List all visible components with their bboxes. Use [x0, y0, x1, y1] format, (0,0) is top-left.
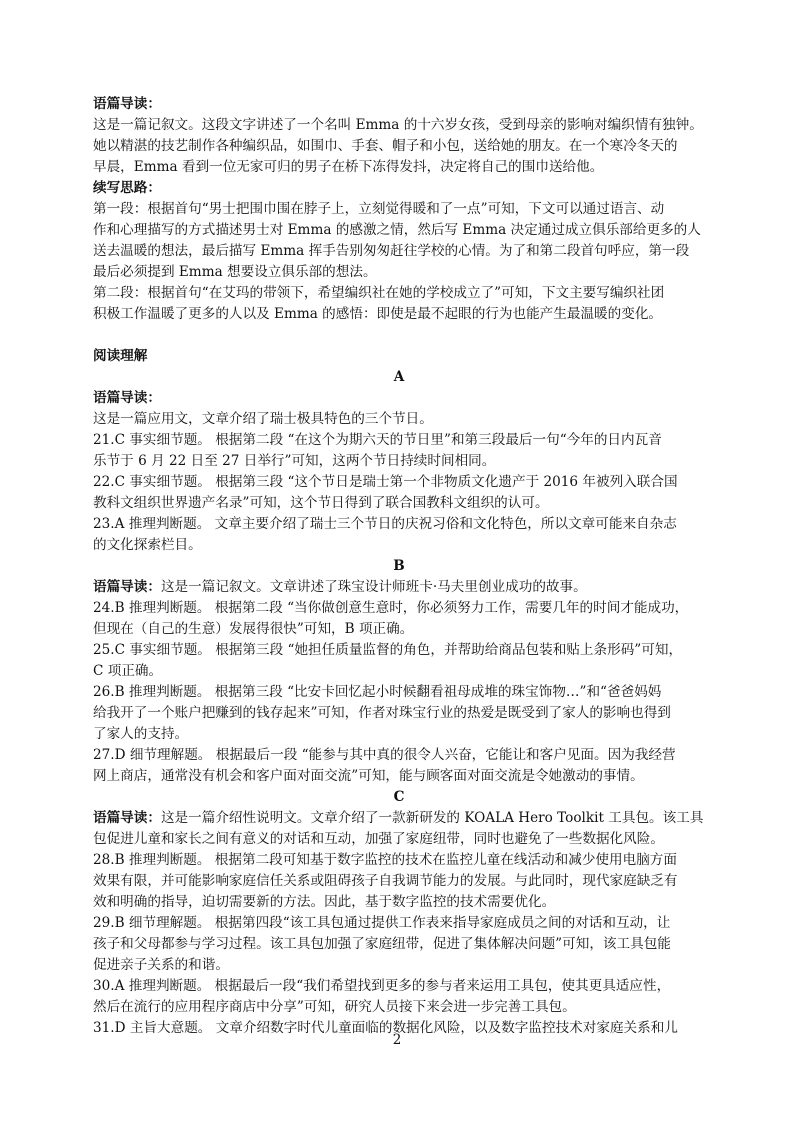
text-line: 作和心理描写的方式描述男士对 Emma 的感激之情，然后写 Emma 决定通过成立俱乐部给更多的人 [93, 222, 701, 238]
text-line: C 项正确。 [93, 663, 163, 679]
section-letter: B [393, 558, 405, 574]
text-line: 27.D 细节理解题。 根据最后一段 “能参与其中真的很令人兴奋，它能让和客户见面。因为我经营 [93, 747, 676, 763]
section-heading: 语篇导读： [93, 810, 161, 826]
text-line: 30.A 推理判断题。 根据最后一段“我们希望找到更多的参与者来运用工具包，使其更具适应性， [93, 978, 671, 994]
text-line: 她以精湛的技艺制作各种编织品，如围巾、手套、帽子和小包，送给她的朋友。在一个寒冷冬天的 [93, 138, 678, 154]
text-line [93, 808, 705, 829]
text-line: 但现在（自己的生意）发展得很快”可知，B 项正确。 [93, 621, 414, 637]
text-line: 第二段：根据首句“在艾玛的带领下，希望编织社在她的学校成立了”可知，下文主要写编织社团 [93, 285, 665, 301]
text-line: 网上商店，通常没有机会和客户面对面交流”可知，能与顾客面对面交流是令她激动的事情。 [93, 768, 644, 784]
text-line: 25.C 事实细节题。 根据第三段 “她担任质量监督的角色，并帮助给商品包装和贴上条形码”可知， [93, 642, 683, 658]
text-line: 26.B 推理判断题。 根据第三段 “比安卡回忆起小时候翻看祖母成堆的珠宝饰物…”和“爸爸妈妈 [93, 684, 662, 700]
document-body [93, 94, 705, 1039]
text-line: 教科文组织世界遗产名录”可知，这个节日得到了联合国教科文组织的认可。 [93, 495, 549, 511]
text-line: 积极工作温暖了更多的人以及 Emma 的感悟：即使是最不起眼的行为也能产生最温暖的变化。 [93, 306, 663, 322]
text-line: 这是一篇应用文，文章介绍了瑞士极具特色的三个节日。 [93, 411, 433, 427]
text-line: 给我开了一个账户把赚到的钱存起来”可知，作者对珠宝行业的热爱是既受到了家人的影响也得到 [93, 705, 671, 721]
section-letter: A [393, 369, 405, 385]
page-number: 2 [392, 1032, 402, 1048]
text-line: 22.C 事实细节题。 根据第三段 “这个节日是瑞士第一个非物质文化遗产于 2016 年被列入联合国 [93, 474, 678, 490]
blank-line [93, 325, 705, 346]
text-line: 第一段：根据首句“男士把围巾围在脖子上，立刻觉得暖和了一点”可知，下文可以通过语言、动 [93, 201, 665, 217]
text-line: 这是一篇介绍性说明文。文章介绍了一款新研发的 KOALA Hero Toolkit 工具包。该工具 [160, 810, 704, 826]
text-line: 28.B 推理判断题。 根据第二段可知基于数字监控的技术在监控儿童在线活动和减少使用电脑方面 [93, 852, 677, 868]
section-heading: 语篇导读： [93, 579, 161, 595]
text-line: 送去温暖的想法，最后描写 Emma 挥手告别匆匆赶往学校的心情。为了和第二段首句呼应，第一段 [93, 243, 690, 259]
text-line: 了家人的支持。 [93, 726, 189, 742]
section-heading: 续写思路： [93, 180, 161, 196]
text-line: 这是一篇记叙文。这段文字讲述了一个名叫 Emma 的十六岁女孩，受到母亲的影响对编织情有独钟。 [93, 117, 703, 133]
text-line: 31.D 主旨大意题。 文章介绍数字时代儿童面临的数据化风险，以及数字监控技术对家庭关系和儿 [93, 1020, 678, 1036]
text-line: 然后在流行的应用程序商店中分享”可知，研究人员接下来会进一步完善工具包。 [93, 999, 576, 1015]
text-line: 最后必须提到 Emma 想要设立俱乐部的想法。 [93, 264, 377, 280]
section-heading: 阅读理解 [93, 348, 148, 364]
text-line: 效果有限，并可能影响家庭信任关系或阻碍孩子自我调节能力的发展。与此同时，现代家庭缺乏有 [93, 873, 678, 889]
text-line: 的文化探索栏目。 [93, 537, 202, 553]
text-line: 孩子和父母都参与学习过程。该工具包加强了家庭纽带，促进了集体解决问题”可知，该工具包能 [93, 936, 671, 952]
text-line: 早晨，Emma 看到一位无家可归的男子在桥下冻得发抖，决定将自己的围巾送给他。 [93, 159, 604, 175]
text-line: 这是一篇记叙文。文章讲述了珠宝设计师班卡·马夫里创业成功的故事。 [160, 579, 587, 595]
text-line: 包促进儿童和家长之间有意义的对话和互动，加强了家庭纽带，同时也避免了一些数据化风险。 [93, 831, 664, 847]
text-line: 乐节于 6 月 22 日至 27 日举行”可知，这两个节日持续时间相同。 [93, 453, 496, 469]
text-line: 21.C 事实细节题。 根据第二段 “在这个为期六天的节日里”和第三段最后一句“今年的日内瓦音 [93, 432, 662, 448]
text-line: 24.B 推理判断题。 根据第二段 “当你做创意生意时，你必须努力工作，需要几年的时间才能成功， [93, 600, 689, 616]
section-heading: 语篇导读： [93, 390, 161, 406]
section-letter: C [393, 789, 405, 805]
section-heading: 语篇导读： [93, 96, 161, 112]
text-line: 促进亲子关系的和谐。 [93, 957, 229, 973]
text-line: 效和明确的指导，迫切需要新的方法。因此，基于数字监控的技术需要优化。 [93, 894, 556, 910]
text-line: 23.A 推理判断题。 文章主要介绍了瑞士三个节日的庆祝习俗和文化特色，所以文章可能来自杂志 [93, 516, 677, 532]
text-line: 29.B 细节理解题。 根据第四段“该工具包通过提供工作表来指导家庭成员之间的对话和互动，让 [93, 915, 671, 931]
text-line [93, 577, 705, 598]
